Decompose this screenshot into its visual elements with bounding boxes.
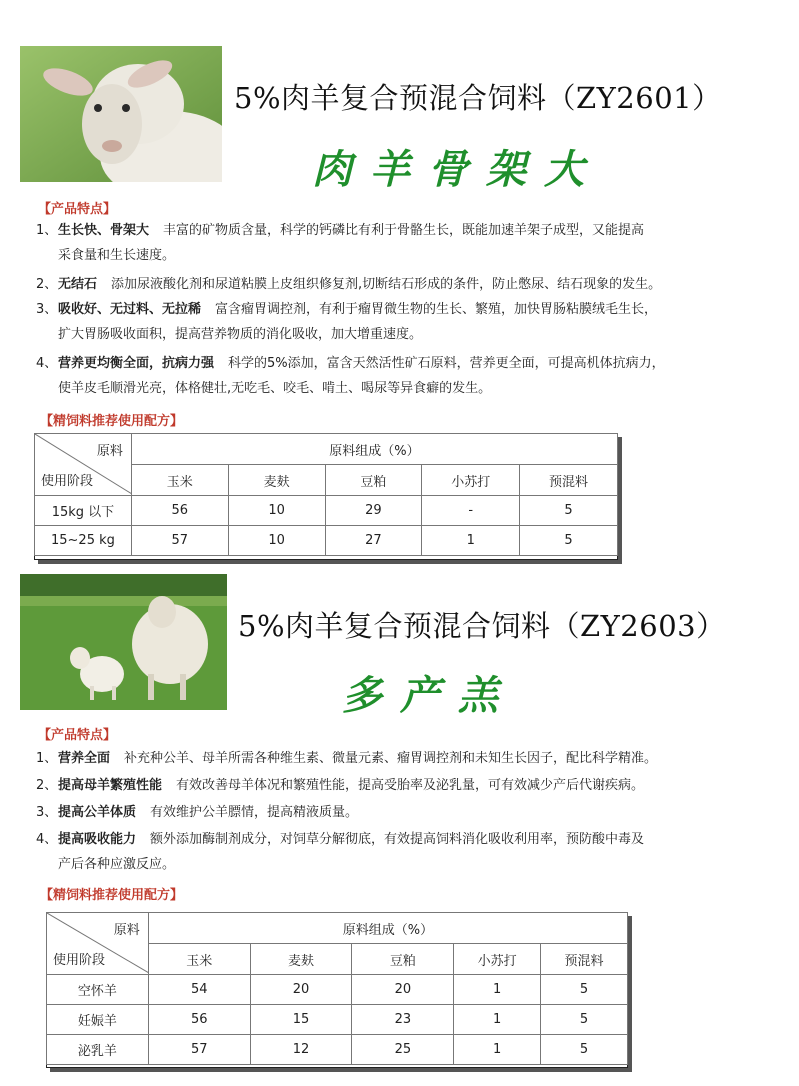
table-group-header: 原料组成（%） — [131, 434, 617, 465]
table-cell: 10 — [228, 496, 325, 526]
recipe-label-2: 【精饲料推荐使用配方】 — [40, 888, 184, 903]
feature-item: 4、提高吸收能力 额外添加酶制剂成分，对饲草分解彻底，有效提高饲料消化吸收利用率，预防酸中毒及 — [36, 832, 645, 847]
feature-item: 4、营养更均衡全面，抗病力强 科学的5%添加，富含天然活性矿石原料，营养更全面，可提高机体抗病力， — [36, 356, 665, 371]
table-stage-cell: 15~25 kg — [35, 526, 132, 556]
product-title-2: 5%肉羊复合预混合饲料（ZY2603） — [238, 609, 726, 643]
table-cell: - — [422, 496, 520, 526]
feature-item: 2、提高母羊繁殖性能 有效改善母羊体况和繁殖性能，提高受胎率及泌乳量，可有效减少产后代谢疾病。 — [36, 778, 645, 793]
feature-item: 2、无结石 添加尿液酸化剂和尿道粘膜上皮组织修复剂,切断结石形成的条件，防止憋尿、结石现象的发生。 — [36, 277, 662, 292]
table-col-header: 豆粕 — [325, 465, 422, 496]
table-col-header: 玉米 — [148, 944, 250, 975]
sheep-pasture-photo — [20, 574, 227, 710]
table-cell: 5 — [520, 496, 618, 526]
table-cell: 10 — [228, 526, 325, 556]
table-row — [47, 1005, 628, 1035]
table-col-header: 预混料 — [520, 465, 618, 496]
table-cell: 27 — [325, 526, 422, 556]
table-col-header: 豆粕 — [352, 944, 454, 975]
table-cell: 57 — [148, 1035, 250, 1065]
table-row — [35, 526, 618, 556]
features-label-1: 【产品特点】 — [38, 202, 117, 217]
table-cell: 5 — [541, 1005, 628, 1035]
table-cell: 15 — [250, 1005, 352, 1035]
table-cell: 20 — [352, 975, 454, 1005]
table-col-header: 麦麸 — [250, 944, 352, 975]
table-cell: 12 — [250, 1035, 352, 1065]
table-col-header: 玉米 — [131, 465, 228, 496]
table-cell: 5 — [520, 526, 618, 556]
table-col-header: 小苏打 — [454, 944, 541, 975]
table-corner-cell: 原料 使用阶段 — [35, 434, 132, 496]
table-stage-cell: 妊娠羊 — [47, 1005, 149, 1035]
table-cell: 57 — [131, 526, 228, 556]
features-list-2 — [36, 746, 657, 877]
table-cell: 29 — [325, 496, 422, 526]
recipe-label-1: 【精饲料推荐使用配方】 — [40, 414, 184, 429]
features-list-1 — [36, 218, 665, 401]
table-cell: 5 — [541, 1035, 628, 1065]
table-row — [47, 1035, 628, 1065]
recipe-table-1 — [34, 433, 618, 556]
feature-continuation: 产后各种应激反应。 — [58, 857, 176, 872]
table-col-header: 预混料 — [541, 944, 628, 975]
table-row — [35, 496, 618, 526]
table-cell: 1 — [454, 975, 541, 1005]
recipe-table-2 — [46, 912, 628, 1065]
feature-item: 3、吸收好、无过料、无拉稀 富含瘤胃调控剂，有利于瘤胃微生物的生长、繁殖，加快胃肠粘膜绒毛生长， — [36, 302, 658, 317]
table-cell: 25 — [352, 1035, 454, 1065]
table-group-header: 原料组成（%） — [148, 913, 627, 944]
feature-continuation: 使羊皮毛顺滑光亮，体格健壮,无吃毛、咬毛、啃土、喝尿等异食癖的发生。 — [58, 381, 492, 396]
table-cell: 56 — [148, 1005, 250, 1035]
product-slogan-1: 肉羊骨架大 — [312, 146, 602, 193]
sheep-portrait-photo — [20, 46, 222, 182]
table-stage-cell: 15kg 以下 — [35, 496, 132, 526]
table-cell: 1 — [422, 526, 520, 556]
product-title-1: 5%肉羊复合预混合饲料（ZY2601） — [234, 81, 722, 115]
table-cell: 20 — [250, 975, 352, 1005]
table-cell: 54 — [148, 975, 250, 1005]
table-cell: 1 — [454, 1035, 541, 1065]
table-col-header: 麦麸 — [228, 465, 325, 496]
table-row — [47, 975, 628, 1005]
table-cell: 5 — [541, 975, 628, 1005]
features-label-2: 【产品特点】 — [38, 728, 117, 743]
table-cell: 56 — [131, 496, 228, 526]
feature-item: 1、生长快、骨架大 丰富的矿物质含量，科学的钙磷比有利于骨骼生长，既能加速羊架子成型，又能提高 — [36, 223, 645, 238]
table-col-header: 小苏打 — [422, 465, 520, 496]
feature-item: 3、提高公羊体质 有效维护公羊膘情，提高精液质量。 — [36, 805, 359, 820]
table-cell: 23 — [352, 1005, 454, 1035]
table-stage-cell: 泌乳羊 — [47, 1035, 149, 1065]
table-stage-cell: 空怀羊 — [47, 975, 149, 1005]
feature-continuation: 扩大胃肠吸收面积，提高营养物质的消化吸收，加大增重速度。 — [58, 327, 423, 342]
product-slogan-2: 多产羔 — [342, 672, 516, 719]
feature-continuation: 采食量和生长速度。 — [58, 248, 176, 263]
table-corner-cell: 原料 使用阶段 — [47, 913, 149, 975]
table-cell: 1 — [454, 1005, 541, 1035]
feature-item: 1、营养全面 补充种公羊、母羊所需各种维生素、微量元素、瘤胃调控剂和未知生长因子，配比科学精准。 — [36, 751, 658, 766]
